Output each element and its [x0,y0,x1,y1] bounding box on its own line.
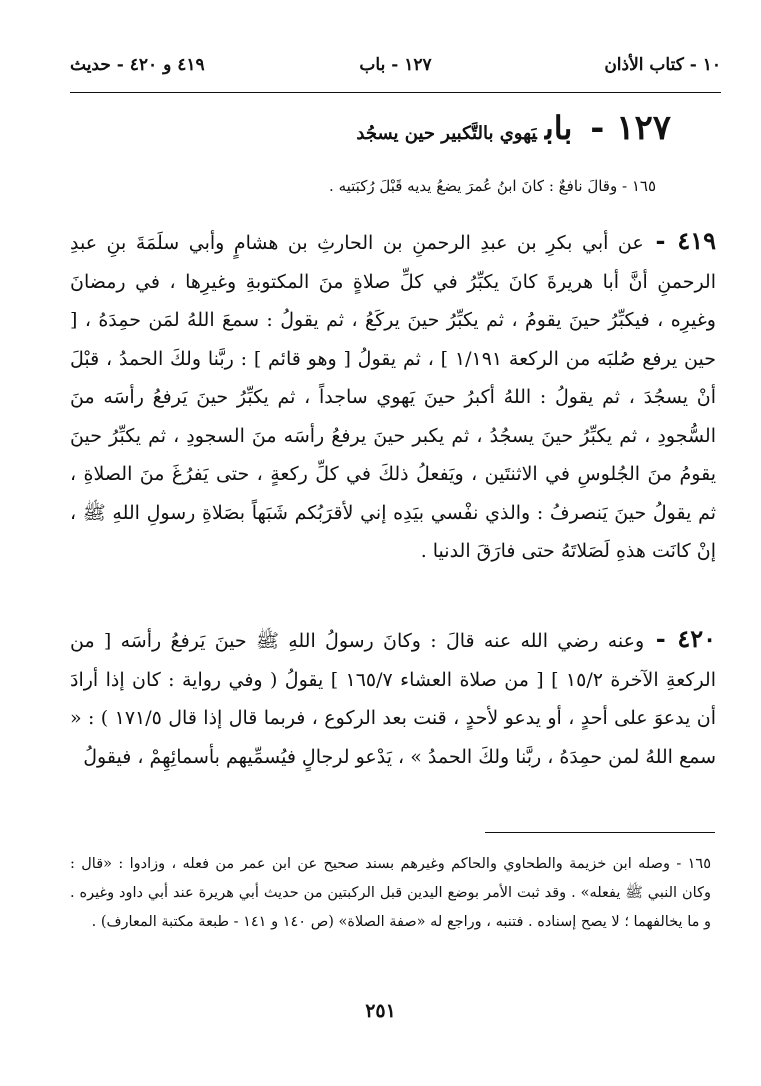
hadith-420-text: وعنه رضي الله عنه قالَ : وكانَ رسولُ اللهِ ﷺ حينَ يَرفعُ رأسَه [ من الركعةِ الآخرة ١٥/٢ ] [ من صلاة العشاء ١٦٥/٧ ] يقولُ ( وفي رواية : كان إذا أرادَ أن يدعوَ على أحدٍ ، أو يدعو لأحدٍ ، قنت بعد الركوع ، فربما قال إذا قال ١٧١/٥ ) : « سمع اللهُ لمن حمِدَهُ ، ربَّنا ولكَ الحمدُ » ، يَدْعو لرجالٍ فيُسمِّيهم بأسمائِهِمْ ، فيقولُ [70,630,716,768]
chapter-title: يَهوي بالتَّكبير حين يسجُد [356,123,537,144]
page-number: ٢٥١ [365,1000,396,1022]
note-165: ١٦٥ - وقالَ نافعٌ : كانَ ابنُ عُمرَ يضعُ يديه قَبْلَ رُكبَتيه . [329,177,656,195]
chapter-heading [70,108,671,158]
footnote-165: ١٦٥ - وصله ابن خزيمة والطحاوي والحاكم وغيرهم بسند صحيح عن ابن عمر من فعله ، وزادوا : «قال : وكان النبي ﷺ يفعله» . وقد ثبت الأمر بوضع اليدين قبل الركبتين من حديث أبي هريرة عند أبي داود وغيره . و ما يخالفهما ؛ لا يصح إسناده . فتنبه ، وراجع له «صفة الصلاة» (ص ١٤٠ و ١٤١ - طبعة مكتبة المعارف) . [70,856,711,930]
header-chapter: ١٢٧ - باب [359,55,432,75]
footnote-divider [485,832,715,833]
header-book-title: ١٠ - كتاب الأذان [604,55,721,75]
chapter-word: باب [544,109,573,147]
hadith-419-text: عن أبي بكرِ بن عبدِ الرحمنِ بن الحارثِ بن هشامٍ وأبي سلَمَةَ بنِ عبدِ الرحمنِ أنَّ أبا هريرةَ كانَ يكبِّرُ في كلِّ صلاةٍ منَ المكتوبةِ وغيرِها ، في رمضانَ وغيرِه ، فيكبِّرُ حينَ يقومُ ، ثم يكبِّرُ حينَ يركَعُ ، ثم يقولُ : سمعَ اللهُ لمَن حمِدَهُ ، [ حين يرفع صُلبَه من الركعة ١/١٩١ ] ، ثم يقولُ [ وهو قائم ] : ربَّنا ولكَ الحمدُ ، قبْلَ أنْ يسجُدَ ، ثم يقولُ : اللهُ أكبرُ حينَ يَهوي ساجداً ، ثم يكبِّرُ حينَ يَرفعُ رأسَه منَ السُّجودِ ، ثم يكبِّرُ حينَ يسجُدُ ، ثم يكبر حينَ يرفعُ رأسَه منَ السجودِ ، ثم يكبِّرُ حينَ يقومُ منَ الجُلوسِ في الاثنتَين ، ويَفعلُ ذلكَ في كلِّ ركعةٍ ، حتى يَفرُغَ منَ الصلاةِ ، ثم يقولُ حينَ يَنصرفُ : والذي نفْسي بيَدِه إني لأقرَبُكم شَبَهاً بصَلاةِ رسولِ اللهِ ﷺ ، إنْ كانَت هذهِ لَصَلاتَهُ حتى فارَقَ الدنيا . [70,232,716,562]
hadith-419-number: ٤١٩ - [643,226,717,255]
hadith-420-number: ٤٢٠ - [644,624,716,653]
hadith-419 [70,222,716,571]
chapter-number: ١٢٧ [616,108,671,148]
header-divider [70,92,721,93]
header-hadith-range: ٤١٩ و ٤٢٠ - حديث [70,55,205,75]
hadith-420 [70,620,716,776]
running-header [70,55,721,85]
chapter-dash: - [578,108,617,148]
